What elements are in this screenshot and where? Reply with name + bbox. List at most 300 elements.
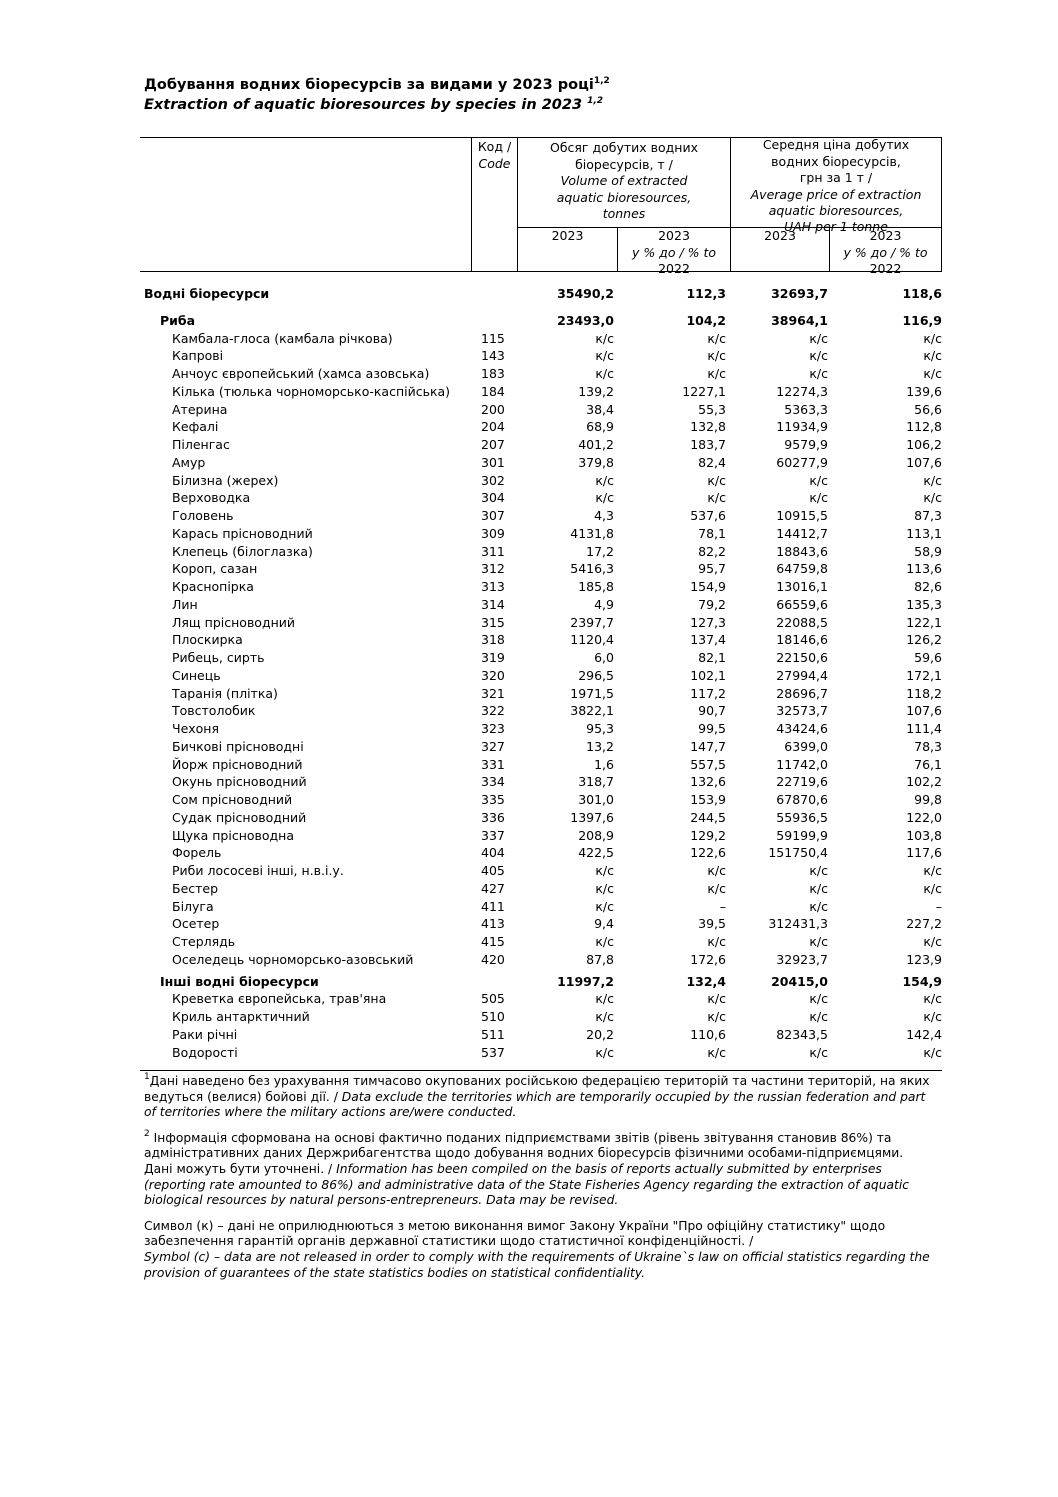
- species-code: 115: [481, 330, 505, 346]
- price-value: к/с: [809, 863, 828, 878]
- price-year-header: 2023: [764, 228, 796, 243]
- price-value: 32573,7: [776, 703, 828, 719]
- species-code: 314: [481, 596, 505, 612]
- volume-pct: к/с: [707, 348, 726, 364]
- volume-value: 185,8: [578, 579, 614, 594]
- volume-value: 301,0: [578, 792, 614, 807]
- price-value: 55936,5: [776, 809, 828, 825]
- species-name: Піленгас: [172, 437, 230, 452]
- table-row: [144, 1044, 942, 1062]
- volume-pct: к/с: [707, 934, 726, 949]
- volume-value: 6,0: [594, 650, 614, 665]
- table-row: [144, 933, 942, 951]
- volume-pct: 117,2: [690, 685, 726, 701]
- volume-pct: 153,9: [690, 792, 726, 807]
- price-pct: 76,1: [914, 756, 942, 772]
- price-value: к/с: [809, 1044, 828, 1060]
- volume-value: к/с: [595, 330, 614, 346]
- species-name: Судак прісноводний: [172, 809, 307, 825]
- species-name: Білуга: [172, 898, 214, 914]
- fish-rows: [144, 330, 942, 969]
- price-pct: –: [935, 898, 942, 914]
- table-row: [144, 738, 942, 756]
- table-row: [144, 773, 942, 791]
- species-name: Короп, сазан: [172, 561, 258, 577]
- volume-value: 1,6: [594, 756, 614, 772]
- table-row: [144, 951, 942, 969]
- volume-value: 4,9: [594, 596, 614, 612]
- volume-value: 9,4: [594, 916, 614, 932]
- species-code: 311: [481, 543, 505, 559]
- table-row: [144, 791, 942, 809]
- price-value: 9579,9: [784, 437, 828, 452]
- table-header: [140, 137, 942, 276]
- table-row: [144, 365, 942, 383]
- table-row: [144, 649, 942, 667]
- species-code: 315: [481, 614, 505, 630]
- species-code: 415: [481, 934, 505, 949]
- price-pct: к/с: [923, 863, 942, 878]
- price-pct: 122,1: [906, 614, 942, 630]
- price-value: 82343,5: [776, 1026, 828, 1042]
- species-name: Риби лососеві інші, н.в.і.у.: [172, 863, 344, 878]
- volume-pct: 172,6: [690, 951, 726, 967]
- table-row: [144, 898, 942, 916]
- volume-pct: 82,1: [698, 650, 726, 665]
- volume-pct: 99,5: [698, 721, 726, 736]
- price-pct: 106,2: [906, 437, 942, 452]
- species-code: 336: [481, 809, 505, 825]
- volume-year-header: 2023: [551, 228, 584, 243]
- volume-pct: к/с: [707, 1009, 726, 1024]
- price-value: 22150,6: [776, 650, 828, 665]
- price-value: 22719,6: [776, 774, 828, 790]
- price-pct: к/с: [923, 366, 942, 381]
- species-code: 505: [481, 991, 505, 1007]
- volume-value: 296,5: [578, 667, 614, 683]
- table-row: [144, 436, 942, 454]
- price-pct: 126,2: [906, 632, 942, 648]
- volume-value: 401,2: [578, 437, 614, 452]
- table-row: [144, 631, 942, 649]
- volume-value: 3822,1: [570, 703, 614, 719]
- table-row: [144, 472, 942, 490]
- species-name: Синець: [172, 667, 221, 683]
- species-code: 183: [481, 366, 505, 381]
- table-row: [144, 862, 942, 880]
- volume-pct: к/с: [707, 472, 726, 488]
- other-group-row: Інші водні біоресурси 11997,2 132,4 20415,0 154,9: [160, 973, 942, 989]
- table-row: [144, 756, 942, 774]
- species-name: Рибець, сирть: [172, 650, 265, 665]
- volume-pct: 39,5: [698, 916, 726, 932]
- volume-pct: 55,3: [698, 401, 726, 417]
- species-name: Йорж прісноводний: [172, 756, 303, 772]
- volume-value: к/с: [595, 898, 614, 914]
- volume-value: к/с: [595, 880, 614, 896]
- species-name: Камбала-глоса (камбала річкова): [172, 330, 393, 346]
- volume-pct: 90,7: [698, 703, 726, 719]
- table-row: [144, 702, 942, 720]
- title-ua: Добування водних біоресурсів за видами у 2023 році$^{1,2}$: [144, 76, 610, 93]
- species-name: Оселедець чорноморсько-азовський: [172, 951, 414, 967]
- price-value: к/с: [809, 991, 828, 1007]
- volume-pct-header: 2023 у % до / % to 2022: [631, 228, 717, 276]
- price-pct: 107,6: [906, 703, 942, 719]
- price-pct: к/с: [923, 330, 942, 346]
- volume-value: 422,5: [578, 845, 614, 861]
- species-code: 334: [481, 774, 505, 790]
- volume-value: 95,3: [586, 721, 614, 736]
- table-row: [144, 990, 942, 1008]
- other-rows: [144, 990, 942, 1061]
- table-row: [144, 560, 942, 578]
- price-pct: 118,2: [906, 685, 942, 701]
- volume-pct: 132,6: [690, 774, 726, 790]
- price-pct: к/с: [923, 348, 942, 364]
- volume-value: 20,2: [586, 1026, 614, 1042]
- volume-pct: к/с: [707, 490, 726, 506]
- volume-pct: 154,9: [690, 579, 726, 594]
- volume-pct: 183,7: [690, 437, 726, 452]
- volume-value: 68,9: [586, 419, 614, 435]
- price-value: 27994,4: [776, 667, 828, 683]
- species-name: Креветка європейська, трав'яна: [172, 991, 387, 1007]
- table-row: [144, 454, 942, 472]
- footnote-1: $^1$Дані наведено без урахування тимчасово окупованих російською федерацією територій та частини територій, на яких ведуться (велися) бойові дії. / Data exclude the territories which are temporarily occupied by the russian federation and part of territories where the military actions are/were conducted.: [144, 1072, 930, 1120]
- price-value: к/с: [809, 1009, 828, 1024]
- price-value: к/с: [809, 472, 828, 488]
- species-code: 427: [481, 880, 505, 896]
- volume-value: 1120,4: [570, 632, 614, 648]
- volume-value: 4,3: [594, 508, 614, 523]
- table-row: [144, 809, 942, 827]
- price-pct: 139,6: [906, 383, 942, 399]
- volume-pct: 132,8: [690, 419, 726, 435]
- species-code: 307: [481, 508, 505, 523]
- volume-value: к/с: [595, 472, 614, 488]
- volume-value: 5416,3: [570, 561, 614, 577]
- species-name: Осетер: [172, 916, 220, 932]
- price-value: 151750,4: [768, 845, 828, 861]
- species-code: 321: [481, 685, 505, 701]
- volume-pct: 82,4: [698, 454, 726, 470]
- price-value: 22088,5: [776, 614, 828, 630]
- price-value: к/с: [809, 898, 828, 914]
- price-value: 28696,7: [776, 685, 828, 701]
- species-code: 322: [481, 703, 505, 719]
- species-code: 510: [481, 1009, 505, 1024]
- species-code: 511: [481, 1026, 505, 1042]
- price-pct: 112,8: [906, 419, 942, 435]
- species-name: Бичкові прісноводні: [172, 738, 304, 754]
- volume-value: к/с: [595, 991, 614, 1007]
- species-code: 313: [481, 579, 505, 594]
- price-value: 5363,3: [784, 401, 828, 417]
- price-pct: 99,8: [914, 792, 942, 807]
- table-row: [144, 383, 942, 401]
- species-code: 143: [481, 348, 505, 364]
- table-row: [144, 1026, 942, 1044]
- volume-value: 87,8: [586, 951, 614, 967]
- volume-value: 13,2: [586, 738, 614, 754]
- price-pct: 172,1: [906, 667, 942, 683]
- price-value: 6399,0: [784, 738, 828, 754]
- species-code: 319: [481, 650, 505, 665]
- volume-pct: 244,5: [690, 809, 726, 825]
- table-row: [144, 596, 942, 614]
- price-pct: к/с: [923, 1044, 942, 1060]
- table-row: [144, 1008, 942, 1026]
- volume-header: Обсяг добутих водних біоресурсів, т / Volume of extracted aquatic bioresources, tonnes: [549, 140, 698, 221]
- table-row: [144, 578, 942, 596]
- volume-value: к/с: [595, 490, 614, 506]
- table-row: [144, 525, 942, 543]
- price-pct: 227,2: [906, 916, 942, 932]
- price-pct: 117,6: [906, 845, 942, 861]
- species-name: Окунь прісноводний: [172, 774, 307, 790]
- species-code: 537: [481, 1044, 505, 1060]
- volume-pct: к/с: [707, 330, 726, 346]
- price-value: к/с: [809, 366, 828, 381]
- price-pct: к/с: [923, 880, 942, 896]
- price-value: 32923,7: [776, 951, 828, 967]
- price-value: 10915,5: [776, 508, 828, 523]
- species-name: Таранія (плітка): [172, 685, 278, 701]
- volume-value: 1397,6: [570, 809, 614, 825]
- price-value: к/с: [809, 348, 828, 364]
- species-name: Щука прісноводна: [172, 827, 295, 843]
- price-header: Середня ціна добутих водних біоресурсів, грн за 1 т / Average price of extraction aquatic bioresources, UAH per 1 tonne: [750, 137, 922, 234]
- species-name: Головень: [172, 508, 234, 523]
- species-code: 204: [481, 419, 505, 435]
- volume-pct: 129,2: [690, 827, 726, 843]
- volume-value: 2397,7: [570, 614, 614, 630]
- price-value: 11934,9: [776, 419, 828, 435]
- volume-pct: 122,6: [690, 845, 726, 861]
- species-name: Кілька (тюлька чорноморсько-каспійська): [172, 383, 451, 399]
- species-code: 200: [481, 401, 505, 417]
- species-name: Білизна (жерех): [172, 472, 279, 488]
- table-row: [144, 489, 942, 507]
- price-pct: к/с: [923, 490, 942, 506]
- species-name: Амур: [172, 454, 206, 470]
- price-value: 11742,0: [776, 756, 828, 772]
- price-pct-header: 2023 у % до / % to 2022: [843, 228, 928, 276]
- price-pct: к/с: [923, 472, 942, 488]
- volume-value: к/с: [595, 366, 614, 381]
- price-pct: 56,6: [914, 401, 942, 417]
- volume-value: к/с: [595, 934, 614, 949]
- price-value: к/с: [809, 330, 828, 346]
- volume-value: 318,7: [578, 774, 614, 790]
- species-code: 302: [481, 472, 505, 488]
- species-name: Лин: [172, 596, 198, 612]
- species-name: Кефалі: [172, 419, 219, 435]
- price-pct: к/с: [923, 1009, 942, 1024]
- species-code: 207: [481, 437, 505, 452]
- species-name: Верховодка: [172, 490, 251, 506]
- volume-value: 4131,8: [570, 525, 614, 541]
- species-code: 331: [481, 756, 505, 772]
- species-code: 318: [481, 632, 505, 648]
- table-row: [144, 844, 942, 862]
- table-row: [144, 418, 942, 436]
- species-code: 301: [481, 454, 505, 470]
- species-code: 184: [481, 383, 505, 399]
- volume-pct: 102,1: [690, 667, 726, 683]
- species-name: Сом прісноводний: [172, 792, 293, 807]
- price-pct: к/с: [923, 991, 942, 1007]
- price-pct: 102,2: [906, 774, 942, 790]
- table-body: [144, 285, 942, 1061]
- table-row: [144, 401, 942, 419]
- species-name: Водорості: [172, 1044, 238, 1060]
- price-pct: 58,9: [914, 543, 942, 559]
- species-code: 404: [481, 845, 505, 861]
- price-value: 14412,7: [776, 525, 828, 541]
- table-row: [144, 330, 942, 348]
- species-code: 337: [481, 827, 505, 843]
- volume-pct: 79,2: [698, 596, 726, 612]
- price-pct: 103,8: [906, 827, 942, 843]
- species-code: 327: [481, 738, 505, 754]
- code-header: Код / Code: [477, 139, 512, 171]
- volume-value: 379,8: [578, 454, 614, 470]
- species-name: Товстолобик: [172, 703, 256, 719]
- price-pct: 82,6: [914, 579, 942, 594]
- species-name: Плоскирка: [172, 632, 243, 648]
- species-code: 405: [481, 863, 505, 878]
- title-en-footnote-ref: 1,2: [587, 96, 604, 106]
- volume-value: к/с: [595, 1009, 614, 1024]
- price-pct: 113,6: [906, 561, 942, 577]
- volume-pct: 1227,1: [682, 383, 726, 399]
- species-name: Краснопірка: [172, 579, 254, 594]
- price-value: 13016,1: [776, 579, 828, 594]
- species-code: 323: [481, 721, 505, 736]
- volume-value: 139,2: [578, 383, 614, 399]
- species-name: Капрові: [172, 348, 224, 364]
- table-row: [144, 880, 942, 898]
- species-name: Карась прісноводний: [172, 525, 313, 541]
- title-en: Extraction of aquatic bioresources by species in 2023 $^{1,2}$: [144, 96, 604, 113]
- price-pct: 123,9: [906, 951, 942, 967]
- price-value: 59199,9: [776, 827, 828, 843]
- species-name: Атерина: [172, 401, 228, 417]
- price-pct: 59,6: [914, 650, 942, 665]
- volume-pct: 127,3: [690, 614, 726, 630]
- table-row: [144, 667, 942, 685]
- price-pct: 87,3: [914, 508, 942, 523]
- volume-pct: 95,7: [698, 561, 726, 577]
- volume-value: к/с: [595, 348, 614, 364]
- volume-pct: 137,4: [690, 632, 726, 648]
- price-pct: 142,4: [906, 1026, 942, 1042]
- title-ua-footnote-ref: 1,2: [593, 76, 610, 86]
- species-code: 411: [481, 898, 505, 914]
- price-pct: 107,6: [906, 454, 942, 470]
- volume-pct: к/с: [707, 880, 726, 896]
- volume-pct: –: [719, 898, 726, 914]
- species-name: Стерлядь: [172, 934, 236, 949]
- footnote-2: $^2$ Інформація сформована на основі фактично поданих підприємствами звітів (рівень звітування становив 86%) та адміністративних даних Держрибагентства щодо добування водних біоресурсів фізичними особами-підприємцями. Дані можуть бути уточнені. / Information has been compiled on the basis of reports actually submitted by enterprises (reporting rate amounted to 86%) and administrative data of the State Fisheries Agency regarding the extraction of aquatic biological resources by natural persons-entrepreneurs. Data may be revised.: [144, 1128, 910, 1208]
- species-name: Криль антарктичний: [172, 1009, 310, 1024]
- price-pct: 111,4: [906, 721, 942, 736]
- species-name: Бестер: [172, 880, 219, 896]
- total-row: Водні біоресурси 35490,2 112,3 32693,7 118,6: [144, 286, 942, 301]
- species-name: Форель: [172, 845, 222, 861]
- species-name: Чехоня: [172, 721, 219, 736]
- volume-value: 17,2: [586, 543, 614, 559]
- volume-pct: 537,6: [690, 508, 726, 523]
- price-pct: 78,3: [914, 738, 942, 754]
- price-value: к/с: [809, 490, 828, 506]
- volume-pct: к/с: [707, 1044, 726, 1060]
- species-code: 304: [481, 490, 505, 506]
- price-value: 18843,6: [776, 543, 828, 559]
- volume-pct: к/с: [707, 863, 726, 878]
- volume-pct: 110,6: [690, 1026, 726, 1042]
- volume-pct: к/с: [707, 366, 726, 381]
- price-value: 312431,3: [768, 916, 828, 932]
- species-code: 413: [481, 916, 505, 932]
- volume-value: 208,9: [578, 827, 614, 843]
- species-name: Лящ прісноводний: [172, 614, 296, 630]
- species-name: Раки річні: [172, 1026, 238, 1042]
- volume-pct: 78,1: [698, 525, 726, 541]
- species-name: Клепець (білоглазка): [172, 543, 313, 559]
- price-value: 60277,9: [776, 454, 828, 470]
- species-code: 420: [481, 951, 505, 967]
- fish-group-row: Риба 23493,0 104,2 38964,1 116,9: [160, 312, 942, 328]
- table-row: [144, 915, 942, 933]
- footnote-symbol: Символ (к) – дані не оприлюднюються з метою виконання вимог Закону України "Про офіційну статистику" щодо забезпечення гарантій органів державної статистики щодо статистичної конфіденційності. / Symbol (c) – data are not released in order to comply with the requirements of Ukraine`s law on official statistics regarding the provision of guarantees of the state statistics bodies on statistical confidentiality.: [144, 1218, 930, 1280]
- volume-pct: 147,7: [690, 738, 726, 754]
- species-code: 309: [481, 525, 505, 541]
- price-value: 66559,6: [776, 596, 828, 612]
- table-row: [144, 685, 942, 703]
- species-code: 335: [481, 792, 505, 807]
- price-value: 64759,8: [776, 561, 828, 577]
- species-name: Анчоус європейський (хамса азовська): [172, 366, 430, 381]
- volume-pct: 82,2: [698, 543, 726, 559]
- volume-value: 1971,5: [570, 685, 614, 701]
- price-value: 12274,3: [776, 383, 828, 399]
- table-row: [144, 507, 942, 525]
- price-pct: 122,0: [906, 809, 942, 825]
- table-row: [144, 614, 942, 632]
- volume-value: 38,4: [586, 401, 614, 417]
- table-row: [144, 827, 942, 845]
- volume-pct: к/с: [707, 991, 726, 1007]
- volume-pct: 557,5: [690, 756, 726, 772]
- volume-value: к/с: [595, 1044, 614, 1060]
- price-value: к/с: [809, 934, 828, 949]
- species-code: 320: [481, 667, 505, 683]
- footnotes: [144, 1074, 934, 1291]
- price-value: 67870,6: [776, 792, 828, 807]
- species-code: 312: [481, 561, 505, 577]
- price-value: к/с: [809, 880, 828, 896]
- price-value: 43424,6: [776, 721, 828, 736]
- table-row: [144, 543, 942, 561]
- price-pct: 113,1: [906, 525, 942, 541]
- table-row: [144, 720, 942, 738]
- table-row: [144, 347, 942, 365]
- price-value: 18146,6: [776, 632, 828, 648]
- price-pct: к/с: [923, 934, 942, 949]
